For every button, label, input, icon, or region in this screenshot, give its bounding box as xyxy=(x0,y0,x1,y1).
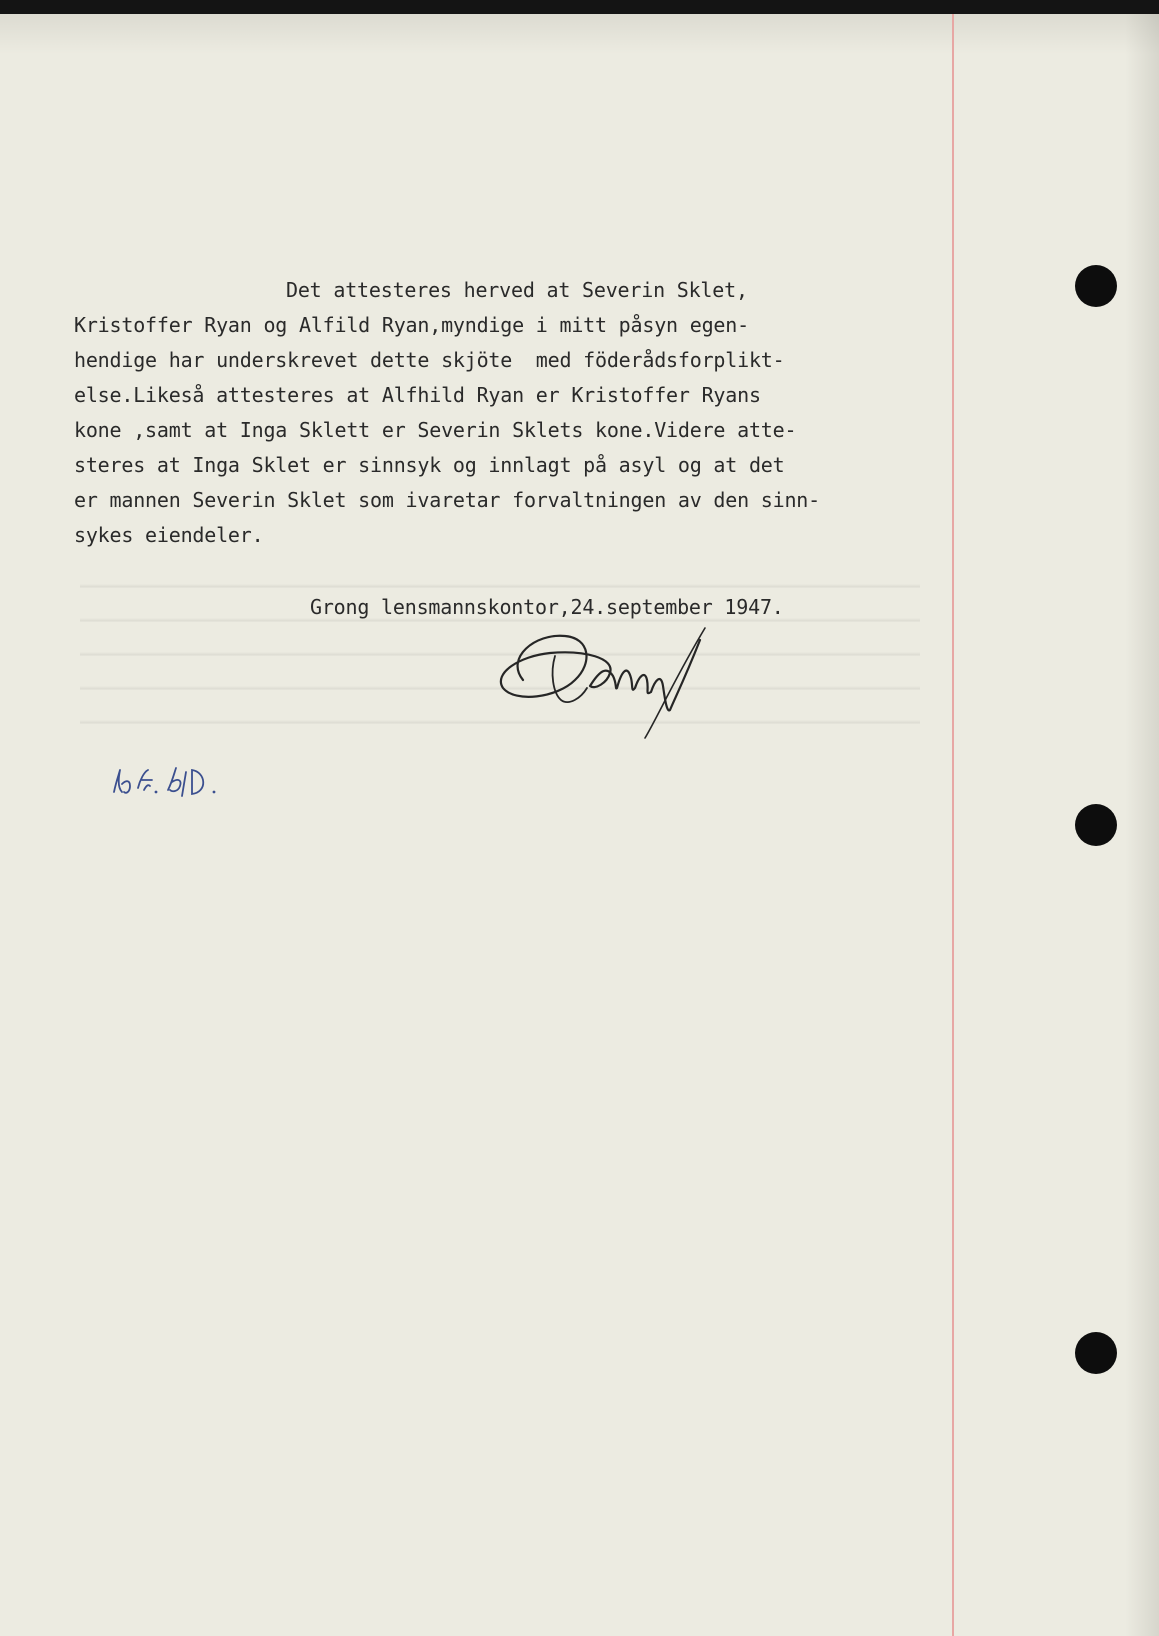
red-margin-line xyxy=(952,14,954,1636)
punch-hole-middle xyxy=(1075,804,1117,846)
body-line-3: hendige har underskrevet dette skjöte med föderådsforplikt- xyxy=(74,348,785,372)
page-top-shadow xyxy=(0,14,1159,54)
handwritten-initials xyxy=(110,762,230,802)
body-line-7: er mannen Severin Sklet som ivaretar forvaltningen av den sinn- xyxy=(74,488,820,512)
punch-hole-bottom xyxy=(1075,1332,1117,1374)
document-page xyxy=(0,14,1159,1636)
handwritten-signature xyxy=(495,618,725,753)
place-and-date: Grong lensmannskontor,24.september 1947. xyxy=(310,595,784,619)
body-line-1: Det attesteres herved at Severin Sklet, xyxy=(286,278,748,302)
punch-hole-top xyxy=(1075,265,1117,307)
body-line-6: steres at Inga Sklet er sinnsyk og innlagt på asyl og at det xyxy=(74,453,785,477)
body-line-8: sykes eiendeler. xyxy=(74,523,264,547)
body-line-5: kone ,samt at Inga Sklett er Severin Sklets kone.Videre atte- xyxy=(74,418,797,442)
body-line-4: else.Likeså attesteres at Alfhild Ryan er Kristoffer Ryans xyxy=(74,383,761,407)
page-edge-shadow xyxy=(1125,14,1159,1636)
body-line-2: Kristoffer Ryan og Alfild Ryan,myndige i mitt påsyn egen- xyxy=(74,313,749,337)
